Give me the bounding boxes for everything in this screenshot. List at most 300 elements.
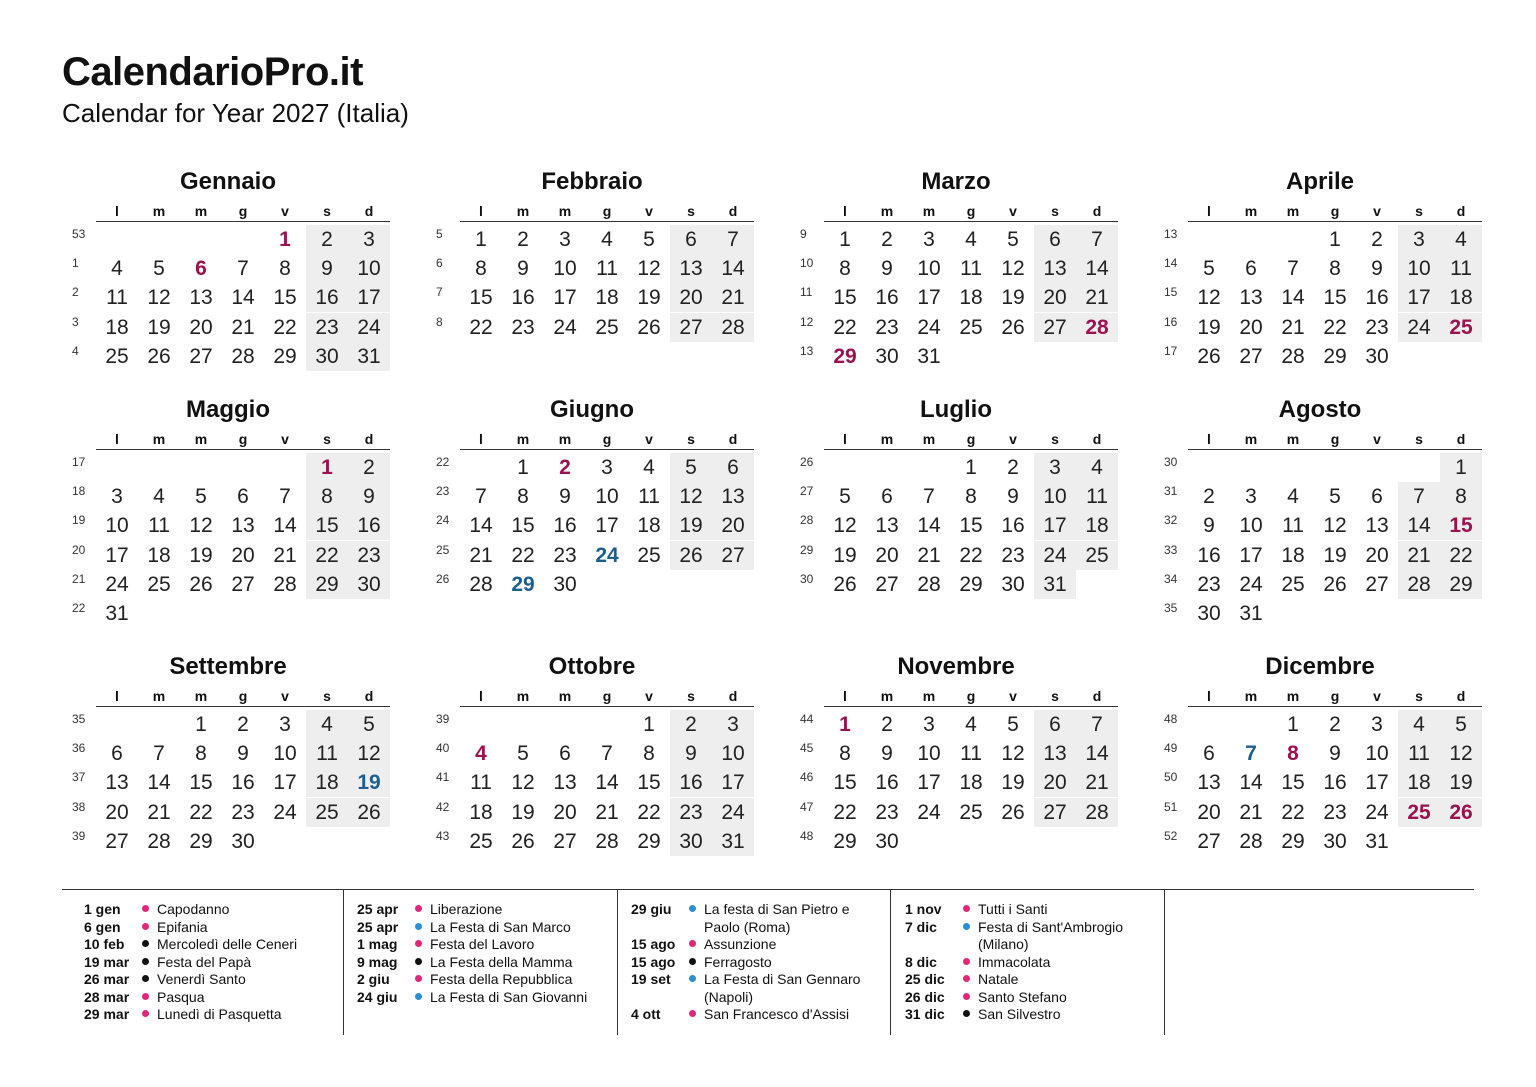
day-cell: 24 [348,313,390,342]
weekday-header [96,431,390,450]
day-cell: 29 [637,829,661,853]
day-cell: 6 [1371,485,1383,509]
week-number: 24 [436,513,450,528]
holiday-entry [84,901,339,919]
day-cell: 9 [237,742,249,766]
day-cell: 20 [231,543,255,567]
day-cell: 21 [1398,541,1440,570]
week-number: 18 [72,484,86,499]
day-cell: 24 [1398,313,1440,342]
day-cell: 29 [273,344,297,368]
empty-day-cell [180,453,222,482]
day-cell: 13 [553,771,577,795]
weekday-label: g [238,688,248,704]
day-cell: 6 [1203,742,1215,766]
empty-day-cell [586,570,628,599]
week-row [1160,768,1490,797]
empty-day-cell [1356,599,1398,628]
weekday-label: m [558,688,572,704]
holiday-date: 6 gen [84,918,121,935]
empty-day-cell [1034,827,1076,856]
holiday-entry [905,989,1160,1007]
week-number: 6 [436,256,443,271]
day-cell: 18 [959,286,983,310]
day-cell: 21 [147,800,171,824]
week-row [1160,511,1490,540]
day-cell: 2 [1203,485,1215,509]
empty-day-cell [950,342,992,371]
empty-day-cell [992,342,1034,371]
day-cell: 17 [1034,511,1076,540]
weekday-label: m [880,431,894,447]
empty-day-cell [544,710,586,739]
holiday-entry [905,971,1160,989]
weekday-label: g [966,688,976,704]
day-cell: 27 [1034,798,1076,827]
month-gennaio [68,168,381,398]
empty-day-cell [348,599,390,628]
legend-column [357,901,612,1006]
day-cell: 23 [670,798,712,827]
day-cell: 20 [105,800,129,824]
week-row [796,283,1126,312]
day-cell: 11 [148,514,170,538]
holiday-entry [84,989,339,1007]
holiday-date: 15 ago [631,936,676,952]
month-dicembre [1160,653,1473,883]
weekday-header [460,203,754,222]
week-row [796,570,1126,599]
day-cell: 8 [643,742,655,766]
holiday-date: 29 giu [631,901,672,917]
weekday-label: g [966,203,976,219]
empty-day-cell [222,453,264,482]
week-row [796,827,1126,856]
week-row [432,570,762,599]
weekday-label: l [479,203,483,219]
empty-day-cell [908,453,950,482]
holiday-dot-icon [689,940,696,947]
month-name: Aprile [1285,168,1354,195]
day-cell: 28 [1076,798,1118,827]
day-cell: 20 [712,511,754,540]
day-cell: 11 [106,286,128,310]
week-row [1160,798,1490,827]
weekday-label: d [728,203,738,219]
weekday-label: m [922,688,936,704]
empty-day-cell [138,710,180,739]
day-cell: 25 [1281,572,1305,596]
month-name: Novembre [897,653,1015,680]
day-cell: 24 [1365,800,1389,824]
day-cell: 1 [475,228,487,251]
day-cell: 20 [1034,283,1076,312]
day-cell: 27 [105,829,129,853]
weekday-label: l [479,688,483,704]
week-number: 35 [1164,601,1178,615]
weekday-label: m [516,203,530,219]
weekday-label: m [152,431,166,447]
day-cell: 26 [1440,798,1482,827]
day-cell: 16 [1365,286,1389,310]
holiday-dot-icon [963,993,970,1000]
day-cell: 3 [1371,713,1383,736]
holiday-name: Capodanno [157,901,230,917]
weekday-label: v [281,688,289,704]
day-cell: 30 [875,344,899,368]
day-cell: 2 [517,228,529,251]
weekday-label: s [323,431,331,447]
day-cell: 11 [1398,739,1440,768]
day-cell: 5 [1203,257,1215,281]
holiday-date: 25 dic [905,971,945,987]
empty-day-cell [1440,342,1482,371]
week-row [796,768,1126,797]
empty-day-cell [222,599,264,628]
weekday-label: s [687,431,695,447]
day-cell: 25 [306,798,348,827]
day-cell: 27 [875,572,899,596]
day-cell: 4 [1440,225,1482,254]
day-cell: 14 [595,771,619,795]
day-cell: 1 [839,713,851,736]
day-cell: 6 [559,742,571,766]
day-cell: 18 [1398,768,1440,797]
holiday-date: 25 apr [357,901,399,917]
empty-day-cell [628,570,670,599]
day-cell: 1 [1287,713,1299,736]
day-cell: 21 [1281,315,1305,339]
week-number: 31 [1164,484,1178,499]
month-agosto [1160,396,1473,626]
weekday-label: v [645,688,653,704]
week-row [1160,541,1490,570]
holiday-entry [631,971,886,1006]
empty-day-cell [1188,225,1230,254]
day-cell: 28 [1239,829,1263,853]
empty-day-cell [1272,599,1314,628]
weekday-label: d [728,431,738,447]
brand-title: CalendarioPro.it [62,50,363,94]
weekday-label: m [1244,431,1258,447]
day-cell: 15 [959,514,983,538]
day-cell: 1 [195,713,207,736]
day-cell: 19 [511,800,535,824]
day-cell: 2 [348,453,390,482]
holiday-date: 28 mar [84,988,130,1005]
empty-day-cell [264,599,306,628]
week-row [68,313,398,342]
week-number: 11 [800,285,813,300]
day-cell: 17 [105,543,129,567]
week-number: 22 [436,455,450,469]
empty-day-cell [96,225,138,254]
empty-day-cell [348,827,390,856]
day-cell: 6 [670,225,712,254]
day-cell: 7 [237,257,249,281]
day-cell: 4 [111,257,123,281]
month-giugno [432,396,745,626]
day-cell: 16 [553,514,577,538]
day-cell: 22 [1323,315,1347,339]
day-cell: 20 [1239,315,1263,339]
weekday-label: s [1051,688,1059,704]
holiday-dot-icon [689,975,696,982]
empty-day-cell [1034,342,1076,371]
day-cell: 6 [881,485,893,509]
weekday-label: l [843,688,847,704]
day-cell: 14 [917,514,941,538]
day-cell: 22 [273,315,297,339]
day-cell: 20 [1365,543,1389,567]
empty-day-cell [950,827,992,856]
day-cell: 22 [1281,800,1305,824]
day-cell: 19 [670,511,712,540]
weekday-label: m [1286,203,1300,219]
week-number: 17 [1164,343,1178,358]
day-cell: 30 [875,829,899,853]
day-cell: 17 [1398,283,1440,312]
day-cell: 22 [306,541,348,570]
day-cell: 17 [917,286,941,310]
day-cell: 16 [875,771,899,795]
weekday-header [1188,688,1482,707]
day-cell: 11 [470,771,492,795]
month-name: Marzo [921,168,991,195]
day-cell: 15 [1281,771,1305,795]
holiday-dot-icon [963,1010,970,1017]
week-number: 49 [1164,741,1178,756]
empty-day-cell [1398,453,1440,482]
day-cell: 26 [833,572,857,596]
holiday-name: Natale [978,971,1019,987]
holiday-date: 1 nov [905,901,942,917]
week-number: 47 [800,799,814,814]
week-row [796,739,1126,768]
day-cell: 6 [1245,257,1257,281]
weekday-label: g [1330,203,1340,219]
day-cell: 15 [833,771,857,795]
day-cell: 21 [712,283,754,312]
holiday-entry [357,954,612,972]
day-cell: 7 [1287,257,1299,281]
day-cell: 7 [1076,225,1118,254]
weekday-header [1188,203,1482,222]
day-cell: 13 [1034,739,1076,768]
holiday-name: Festa del Papà [157,953,252,970]
holiday-dot-icon [689,1010,696,1017]
day-cell: 16 [511,286,535,310]
weekday-label: g [602,688,612,704]
week-number: 5 [436,227,443,241]
weekday-label: l [115,203,119,219]
week-row [68,827,398,856]
week-row [68,541,398,570]
day-cell: 18 [637,514,661,538]
week-row [432,710,762,739]
weekday-label: m [880,688,894,704]
holiday-name: La Festa di San Gennaro (Napoli) [704,971,861,1005]
day-cell: 2 [881,713,893,736]
week-number: 39 [72,828,86,843]
day-cell: 2 [1371,228,1383,251]
day-cell: 11 [960,257,982,281]
weekday-label: l [115,688,119,704]
day-cell: 20 [1034,768,1076,797]
holiday-date: 4 ott [631,1006,661,1022]
day-cell: 18 [1076,511,1118,540]
holiday-name: La Festa di San Giovanni [430,988,588,1005]
day-cell: 25 [1076,541,1118,570]
weekday-label: v [645,431,653,447]
day-cell: 24 [273,800,297,824]
day-cell: 17 [917,771,941,795]
day-cell: 14 [147,771,171,795]
week-row [432,541,762,570]
week-number: 41 [436,770,450,785]
week-number: 3 [72,314,79,329]
weekday-label: m [922,203,936,219]
day-cell: 29 [1281,829,1305,853]
day-cell: 7 [279,485,291,509]
holiday-entry [357,989,612,1007]
weekday-label: v [645,203,653,219]
day-cell: 12 [348,739,390,768]
day-cell: 10 [348,254,390,283]
holiday-date: 10 feb [84,936,125,952]
week-row [432,798,762,827]
weekday-label: s [1051,431,1059,447]
weekday-label: s [1415,431,1423,447]
day-cell: 17 [1239,543,1263,567]
day-cell: 17 [553,286,577,310]
week-number: 40 [436,741,450,756]
week-row [68,254,398,283]
month-ottobre [432,653,745,883]
day-cell: 12 [833,514,857,538]
day-cell: 6 [1034,225,1076,254]
week-number: 15 [1164,285,1178,300]
day-cell: 29 [1440,570,1482,599]
day-cell: 12 [1001,742,1025,766]
weekday-label: d [364,688,374,704]
day-cell: 28 [1076,313,1118,342]
day-cell: 7 [923,485,935,509]
day-cell: 13 [1034,254,1076,283]
holiday-entry [84,919,339,937]
day-cell: 28 [231,344,255,368]
day-cell: 26 [1197,344,1221,368]
day-cell: 4 [475,742,487,766]
day-cell: 28 [712,313,754,342]
week-row [796,225,1126,254]
day-cell: 31 [917,344,941,368]
day-cell: 11 [1076,482,1118,511]
weekday-label: d [1456,203,1466,219]
empty-day-cell [1314,599,1356,628]
day-cell: 10 [595,485,619,509]
holiday-date: 8 dic [905,953,937,970]
day-cell: 28 [917,572,941,596]
holiday-entry [357,919,612,937]
day-cell: 8 [195,742,207,766]
empty-day-cell [670,570,712,599]
empty-day-cell [992,827,1034,856]
day-cell: 11 [596,257,618,281]
holiday-entry [84,1006,339,1024]
week-row [68,511,398,540]
day-cell: 28 [273,572,297,596]
day-cell: 24 [595,543,619,567]
day-cell: 4 [306,710,348,739]
empty-day-cell [824,453,866,482]
day-cell: 7 [153,742,165,766]
day-cell: 6 [195,257,207,281]
holiday-date: 15 ago [631,953,676,970]
weekday-header [824,203,1118,222]
weekday-label: d [1092,431,1102,447]
day-cell: 21 [231,315,255,339]
week-number: 14 [1164,256,1178,271]
weekday-label: d [728,688,738,704]
weekday-label: d [1456,431,1466,447]
weekday-label: v [1373,688,1381,704]
day-cell: 12 [1323,514,1347,538]
week-number: 23 [436,484,450,499]
day-cell: 10 [1398,254,1440,283]
empty-day-cell [306,827,348,856]
week-row [796,482,1126,511]
week-row [1160,342,1490,371]
week-row [1160,313,1490,342]
holiday-date: 7 dic [905,918,937,935]
week-row [1160,254,1490,283]
day-cell: 24 [917,800,941,824]
weekday-label: m [1244,688,1258,704]
day-cell: 21 [595,800,619,824]
weekday-header [96,688,390,707]
day-cell: 18 [105,315,129,339]
day-cell: 23 [231,800,255,824]
day-cell: 23 [875,800,899,824]
week-number: 43 [436,828,450,843]
day-cell: 1 [1440,453,1482,482]
day-cell: 2 [670,710,712,739]
weekday-label: d [364,431,374,447]
week-number: 39 [436,712,450,726]
day-cell: 11 [1282,514,1304,538]
empty-day-cell [1076,570,1118,599]
day-cell: 28 [469,572,493,596]
week-row [1160,739,1490,768]
week-row [1160,570,1490,599]
day-cell: 14 [231,286,255,310]
day-cell: 26 [511,829,535,853]
week-number: 42 [436,799,450,814]
day-cell: 5 [517,742,529,766]
day-cell: 27 [1239,344,1263,368]
week-number: 53 [72,227,86,241]
holiday-name: Festa della Repubblica [430,971,573,987]
day-cell: 1 [279,228,291,251]
day-cell: 22 [469,315,493,339]
day-cell: 2 [559,456,571,479]
day-cell: 3 [1245,485,1257,509]
weekday-label: m [152,688,166,704]
empty-day-cell [1272,225,1314,254]
weekday-label: m [1286,688,1300,704]
month-maggio [68,396,381,626]
